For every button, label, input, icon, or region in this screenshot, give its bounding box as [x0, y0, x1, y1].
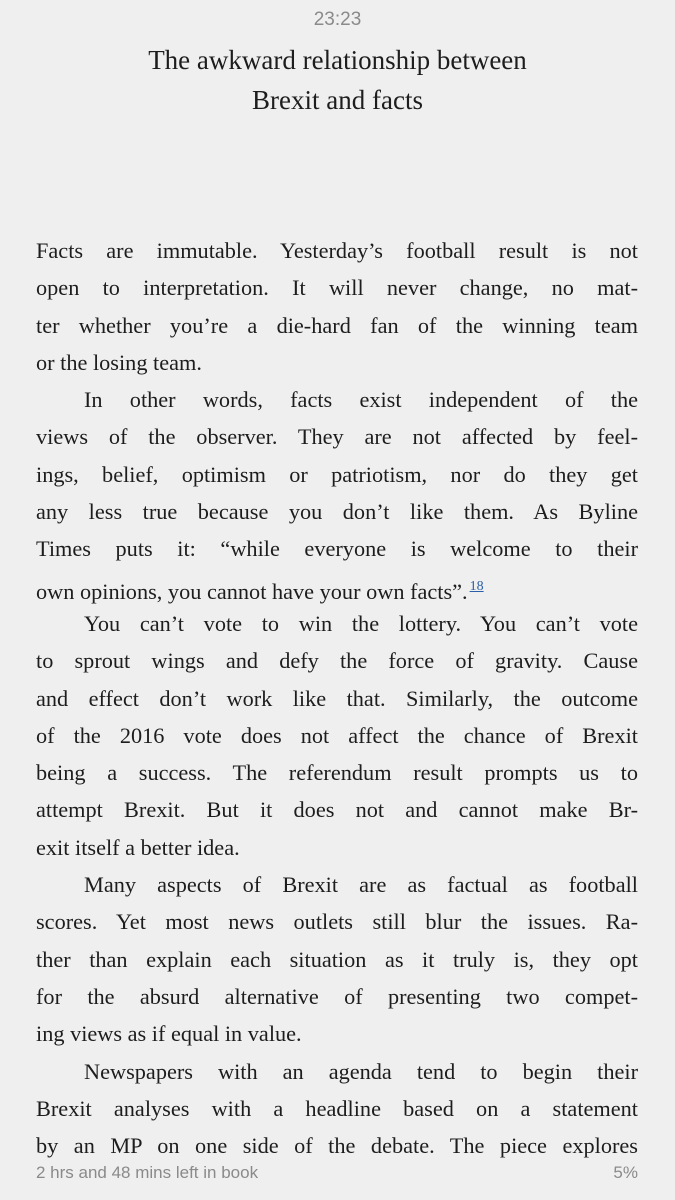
text-line: scores. Yet most news outlets still blur the issues. Ra- — [36, 909, 638, 935]
footnote-link[interactable]: 18 — [469, 578, 484, 594]
text-line: Many aspects of Brexit are as factual as football — [84, 872, 638, 898]
text-line: being a success. The referendum result prompts us to — [36, 760, 638, 786]
text-line: Times puts it: “while everyone is welcome to their — [36, 536, 638, 562]
text-line: open to interpretation. It will never change, no mat- — [36, 275, 638, 301]
text-line: exit itself a better idea. — [36, 834, 240, 860]
time-left-in-book: 2 hrs and 48 mins left in book — [36, 1163, 259, 1182]
text-line: ther than explain each situation as it truly is, they opt — [36, 946, 638, 972]
text-line: any less true because you don’t like them. As Byline — [36, 499, 638, 525]
text-line: ings, belief, optimism or patriotism, nor do they get — [36, 461, 638, 487]
text-line: ter whether you’re a die-hard fan of the winning team — [36, 312, 638, 338]
text-line: for the absurd alternative of presenting two compet- — [36, 983, 638, 1009]
text-line: of the 2016 vote does not affect the chance of Brexit — [36, 722, 638, 748]
text-line: attempt Brexit. But it does not and cannot make Br- — [36, 797, 638, 823]
text-line: views of the observer. They are not affected by feel- — [36, 424, 638, 450]
book-text — [36, 232, 638, 1164]
text-line — [36, 568, 638, 605]
text-line: or the losing team. — [36, 349, 202, 375]
chapter-title-line-2: Brexit and facts — [252, 85, 423, 115]
text-line: and effect don’t work like that. Similarly, the outcome — [36, 685, 638, 711]
text-line: In other words, facts exist independent of the — [84, 387, 638, 413]
text-line: Facts are immutable. Yesterday’s football result is not — [36, 238, 638, 263]
text-line: ing views as if equal in value. — [36, 1021, 302, 1047]
text-line: Brexit analyses with a headline based on a statement — [36, 1095, 638, 1121]
status-clock: 23:23 — [313, 9, 362, 30]
chapter-title-line-1: The awkward relationship between — [148, 45, 527, 75]
text-line: to sprout wings and defy the force of gravity. Cause — [36, 648, 638, 674]
text-line: You can’t vote to win the lottery. You can’t vote — [84, 610, 638, 636]
text-line: Newspapers with an agenda tend to begin their — [84, 1058, 638, 1084]
text-line-content: own opinions, you cannot have your own facts”. — [36, 578, 468, 604]
chapter-title — [60, 40, 615, 120]
text-line: by an MP on one side of the debate. The piece explores — [36, 1133, 638, 1159]
reading-progress: 5% — [613, 1163, 638, 1182]
